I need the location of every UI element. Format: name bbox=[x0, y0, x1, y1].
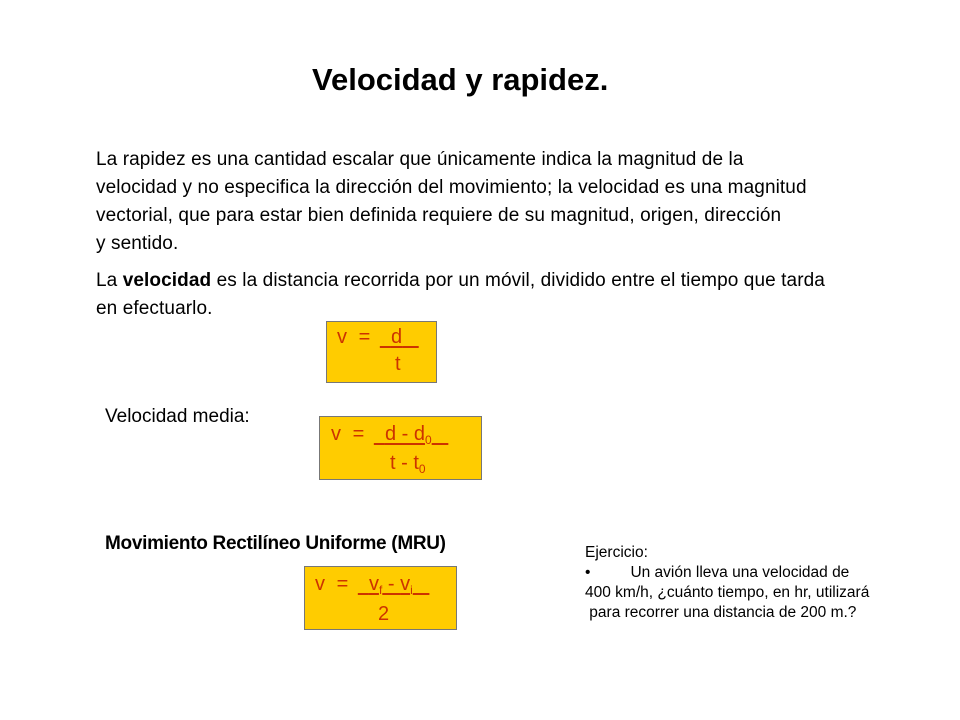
paragraph-line: y sentido. bbox=[96, 233, 179, 254]
bullet-icon: • bbox=[585, 564, 591, 581]
paragraph-rest: es la distancia recorrida por un móvil, dividido entre el tiempo que tarda bbox=[211, 270, 825, 291]
formula-denominator: t bbox=[395, 353, 401, 375]
formula-average-velocity-box bbox=[319, 416, 482, 480]
formula-equals: = bbox=[336, 573, 349, 595]
numerator-text: d - d bbox=[384, 423, 425, 445]
formula-lhs: v bbox=[337, 326, 347, 348]
paragraph-line bbox=[96, 267, 916, 295]
paragraph-rapidez bbox=[96, 146, 916, 258]
numerator-op: - bbox=[382, 573, 401, 595]
formula-denominator: 2 bbox=[378, 603, 390, 625]
subscript: 0 bbox=[424, 433, 432, 447]
paragraph-line: vectorial, que para estar bien definida requiere de su magnitud, origen, dirección bbox=[96, 205, 782, 226]
formula-numerator bbox=[374, 423, 449, 445]
exercise-line: 400 km/h, ¿cuánto tiempo, en hr, utilizará bbox=[585, 584, 870, 601]
formula-velocity-box bbox=[326, 321, 437, 383]
paragraph-prefix: La bbox=[96, 270, 123, 291]
exercise-block bbox=[585, 543, 945, 623]
mru-title: Movimiento Rectilíneo Uniforme (MRU) bbox=[105, 533, 446, 554]
numerator-text: d bbox=[390, 326, 403, 348]
formula-numerator bbox=[358, 573, 430, 595]
formula-equals: = bbox=[352, 423, 365, 445]
exercise-bullet-line bbox=[585, 563, 945, 583]
paragraph-line: en efectuarlo. bbox=[96, 298, 213, 319]
formula-lhs: v bbox=[331, 423, 341, 445]
formula-lhs: v bbox=[315, 573, 325, 595]
subscript: f bbox=[378, 583, 383, 597]
exercise-line: Un avión lleva una velocidad de bbox=[630, 564, 850, 581]
formula-numerator-line bbox=[331, 423, 448, 447]
formula-mru-box bbox=[304, 566, 457, 630]
slide-title: Velocidad y rapidez. bbox=[312, 62, 609, 97]
denominator-text: t - t bbox=[390, 452, 419, 474]
formula-numerator-line bbox=[315, 573, 429, 597]
paragraph-line: La rapidez es una cantidad escalar que únicamente indica la magnitud de la bbox=[96, 149, 744, 170]
subscript: 0 bbox=[418, 462, 426, 476]
bold-term-velocidad: velocidad bbox=[122, 270, 212, 291]
paragraph-line: velocidad y no especifica la dirección del movimiento; la velocidad es una magnitud bbox=[96, 177, 807, 198]
exercise-line: para recorrer una distancia de 200 m.? bbox=[585, 604, 857, 621]
numerator-var: v bbox=[400, 573, 411, 595]
subscript: i bbox=[410, 583, 413, 597]
formula-numerator bbox=[380, 326, 419, 348]
numerator-var: v bbox=[368, 573, 379, 595]
formula-numerator-line bbox=[337, 326, 419, 349]
formula-denominator bbox=[390, 452, 426, 476]
exercise-heading: Ejercicio: bbox=[585, 544, 648, 561]
formula-equals: = bbox=[358, 326, 371, 348]
average-velocity-label: Velocidad media: bbox=[105, 406, 250, 427]
paragraph-velocidad bbox=[96, 267, 916, 323]
